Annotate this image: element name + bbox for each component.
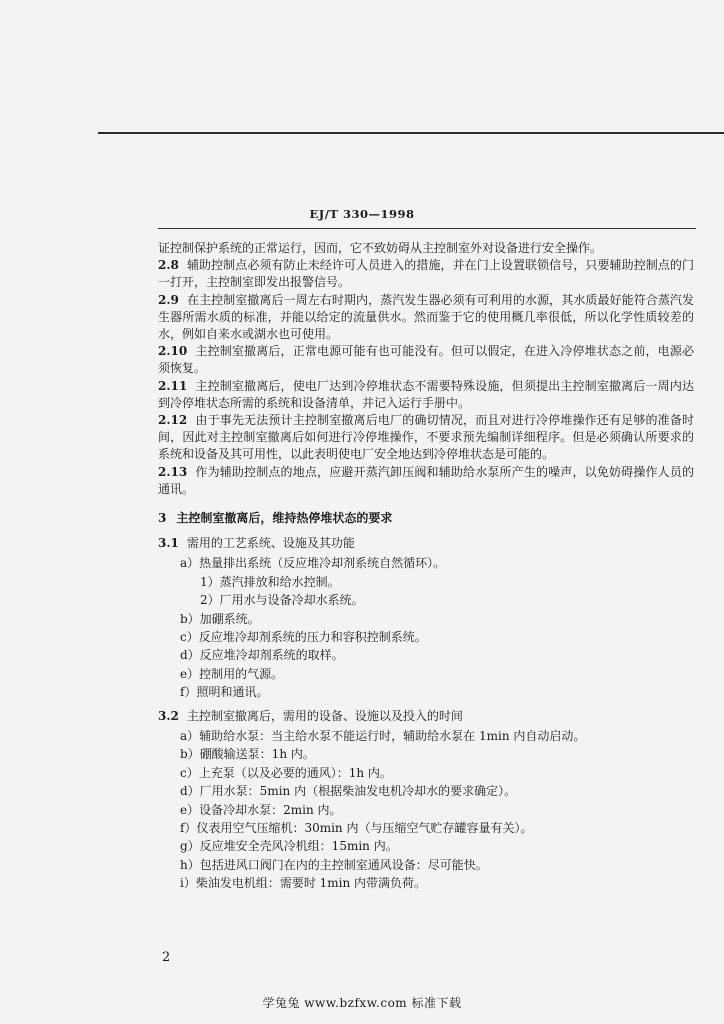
list-item: c）上充泵（以及必要的通风）：1h 内。	[180, 765, 392, 780]
clause-text: 辅助控制点必须有防止未经许可人员进入的措施，并在门上设置联锁信号，只要辅助控制点的门一打开，主控制室即发出报警信号。	[158, 258, 694, 290]
list-item: g）反应堆安全壳风冷机组：15min 内。	[180, 839, 398, 854]
subsection-title-text: 需用的工艺系统、设施及其功能	[186, 536, 355, 551]
clause-number: 2.8	[158, 258, 179, 273]
list-item: d）反应堆冷却剂系统的取样。	[180, 648, 344, 663]
clause	[158, 257, 694, 291]
list-item: a）热量排出系统（反应堆冷却剂系统自然循环）。	[180, 556, 446, 571]
clause-number: 2.11	[158, 378, 188, 393]
list-item: f）照明和通讯。	[180, 685, 269, 700]
section-title-text: 主控制室撤离后，维持热停堆状态的要求	[176, 511, 393, 526]
list-item: a）辅助给水泵：当主给水泵不能运行时，辅助给水泵在 1min 内自动启动。	[180, 728, 586, 743]
subsection-number: 3.1	[158, 536, 179, 551]
clause-list	[158, 257, 694, 498]
list-item: b）加硼系统。	[180, 611, 260, 626]
list-item: e）设备冷却水泵：2min 内。	[180, 802, 342, 817]
subsection-title-text: 主控制室撤离后，需用的设备、设施以及投入的时间	[186, 708, 463, 723]
list-item: b）硼酸输送泵：1h 内。	[180, 747, 315, 762]
subsection-3-1-list	[158, 554, 694, 701]
clause	[158, 464, 694, 498]
page-number: 2	[162, 950, 171, 965]
subsection-3-1-title	[158, 535, 694, 552]
clause-number: 2.12	[158, 413, 188, 428]
clause-text: 主控制室撤离后，使电厂达到冷停堆状态不需要特殊设施，但须提出主控制室撤离后一周内达到冷停堆状态所需的系统和设备清单，并记入运行手册中。	[158, 378, 694, 410]
top-rule	[98, 132, 724, 134]
clause-text: 主控制室撤离后，正常电源可能有也可能没有。但可以假定，在进入冷停堆状态之前，电源必须恢复。	[158, 344, 694, 376]
list-item: e）控制用的气源。	[180, 666, 284, 681]
clause-number: 2.13	[158, 464, 188, 479]
clause-number: 2.9	[158, 292, 179, 307]
list-subitem: 1）蒸汽排放和给水控制。	[200, 574, 340, 589]
subsection-3-2-title	[158, 708, 694, 725]
document-body	[158, 240, 694, 893]
clause	[158, 412, 694, 464]
footer-watermark: 学兔兔 www.bzfxw.com 标准下载	[262, 996, 462, 1010]
list-item: f）仪表用空气压缩机：30min 内（与压缩空气贮存罐容量有关）。	[180, 820, 533, 835]
subsection-number: 3.2	[158, 708, 179, 723]
clause-text: 作为辅助控制点的地点，应避开蒸汽卸压阀和辅助给水泵所产生的噪声，以免妨碍操作人员的通讯。	[158, 464, 694, 496]
continuation-text: 证控制保护系统的正常运行，因而，它不致妨碍从主控制室外对设备进行安全操作。	[158, 241, 603, 255]
section-number: 3	[158, 511, 167, 526]
list-subitem: 2）厂用水与设备冷却水系统。	[200, 593, 364, 608]
subsection-3-2-list	[158, 727, 694, 893]
list-item: c）反应堆冷却剂系统的压力和容积控制系统。	[180, 630, 427, 645]
clause	[158, 378, 694, 412]
header-rule	[158, 228, 696, 229]
clause	[158, 292, 694, 344]
clause	[158, 343, 694, 377]
clause-text: 在主控制室撤离后一周左右时期内，蒸汽发生器必须有可利用的水源，其水质最好能符合蒸汽发生器所需水质的标准，并能以给定的流量供水。然而鉴于它的使用概几率很低，所以化学性质较差的水，例如自来水或湖水也可使用。	[158, 292, 694, 342]
clause-number: 2.10	[158, 344, 188, 359]
list-item: i）柴油发电机组：需要时 1min 内带满负荷。	[180, 876, 427, 891]
list-item: h）包括进风口阀门在内的主控制室通风设备：尽可能快。	[180, 857, 488, 872]
section-3-title	[158, 510, 694, 527]
clause-text: 由于事先无法预计主控制室撤离后电厂的确切情况，而且对进行冷停堆操作还有足够的准备时间，因此对主控制室撤离后如何进行冷停堆操作，不要求预先编制详细程序。但是必须确认所要求的系统和设备及其可用性，以此表明使电厂安全地达到冷停堆状态是可能的。	[158, 413, 694, 462]
list-item: d）厂用水泵：5min 内（根据柴油发电机冷却水的要求确定）。	[180, 784, 517, 799]
standard-code-header: EJ/T 330—1998	[309, 207, 415, 221]
